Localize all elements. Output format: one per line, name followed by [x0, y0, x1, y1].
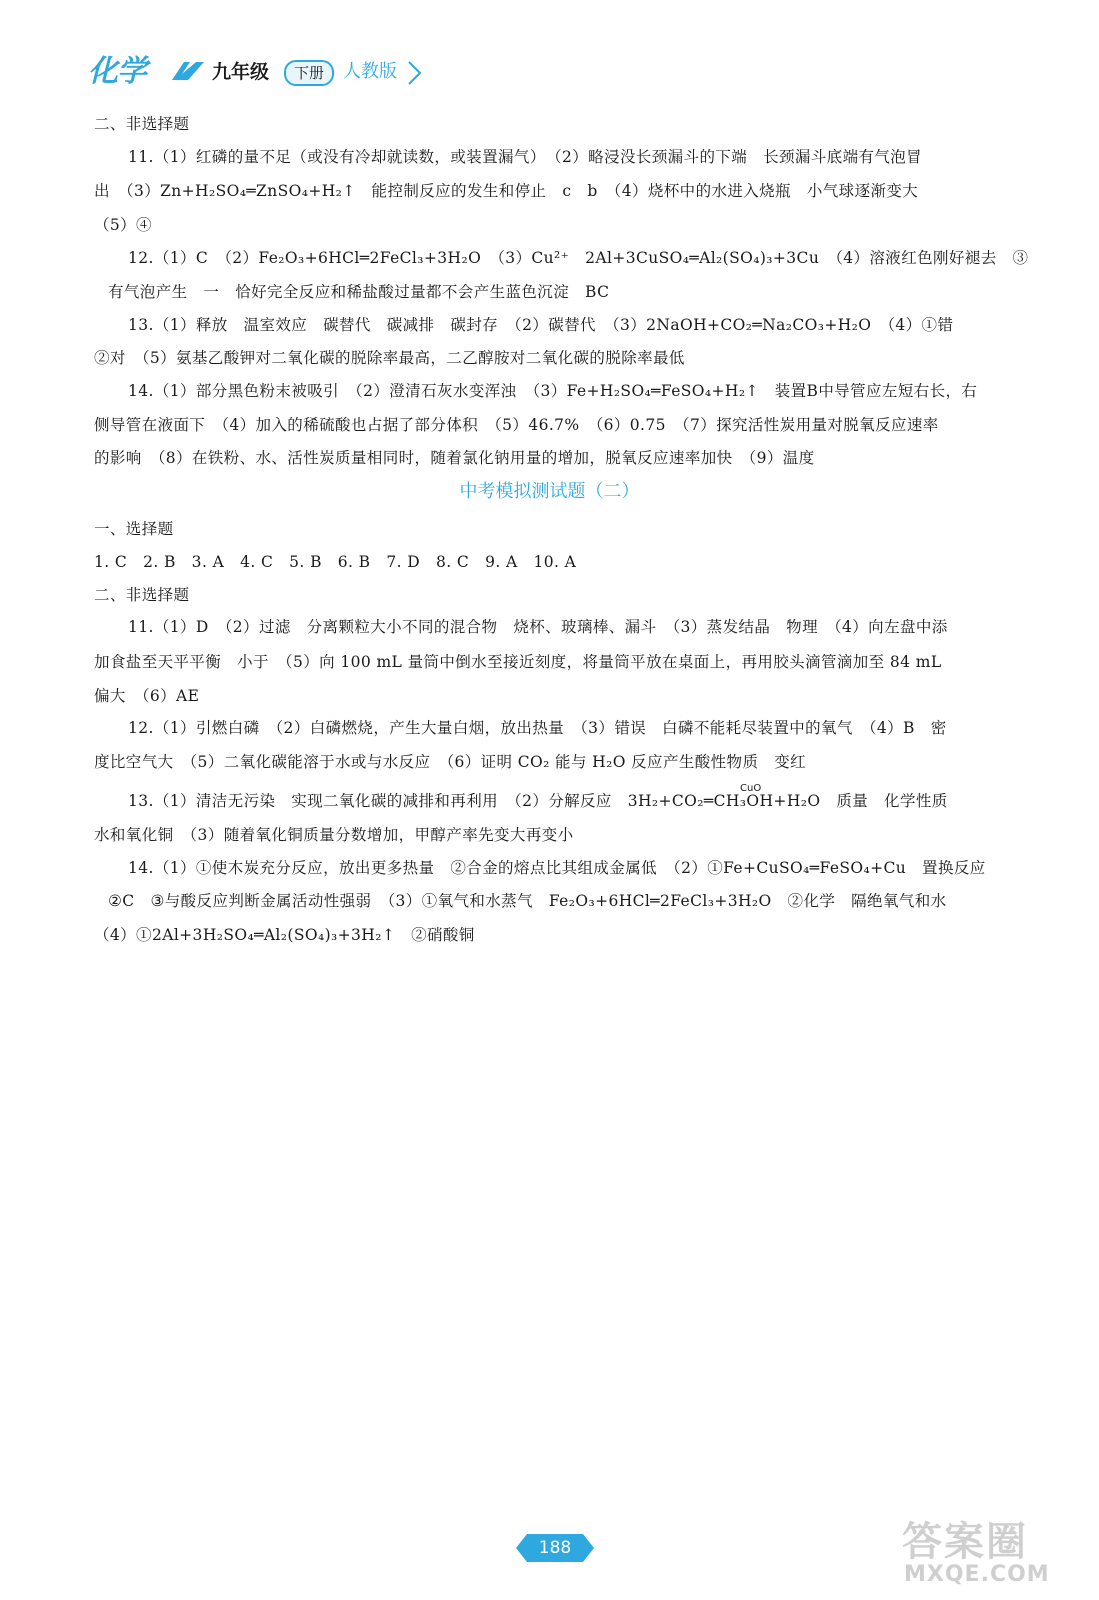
answer-line: 度比空气大 （5）二氧化碳能溶于水或与水反应 （6）证明 CO₂ 能与 H₂O 反应产生酸性物质 变红 [94, 753, 807, 771]
heading-choice: 一、选择题 [94, 520, 174, 538]
answer-line: ②C ③与酸反应判断金属活动性强弱 （3）①氧气和水蒸气 Fe₂O₃+6HCl═2FeCl₃+3H₂O ②化学 隔绝氧气和水 [108, 892, 947, 910]
answer-line: 有气泡产生 一 恰好完全反应和稀盐酸过量都不会产生蓝色沉淀 BC [108, 283, 610, 301]
watermark-title: 答案圈 [902, 1519, 1028, 1565]
choice-answers: 1. C 2. B 3. A 4. C 5. B 6. B 7. D 8. C 9. A 10. A [94, 553, 577, 571]
answer-line: 出 （3）Zn+H₂SO₄═ZnSO₄+H₂↑ 能控制反应的发生和停止 c b （4）烧杯中的水进入烧瓶 小气球逐渐变大 [94, 182, 919, 200]
watermark-domain: MXQE.COM [904, 1562, 1050, 1587]
answer-line: 侧导管在液面下 （4）加入的稀硫酸也占据了部分体积 （5）46.7% （6）0.75 （7）探究活性炭用量对脱氧反应速率 [94, 416, 939, 434]
page-number: 188 [538, 1538, 572, 1558]
chevron-right-icon [406, 60, 424, 86]
heading-nonchoice-2: 二、非选择题 [94, 586, 190, 604]
answer-line: 11.（1）红磷的量不足（或没有冷却就读数，或装置漏气） （2）略浸没长颈漏斗的下端 长颈漏斗底端有气泡冒 [128, 148, 923, 166]
answer-line: （4）①2Al+3H₂SO₄═Al₂(SO₄)₃+3H₂↑ ②硝酸铜 [94, 926, 475, 944]
grade-label: 九年级 [212, 61, 270, 83]
edition-label: 人教版 [343, 61, 397, 82]
pen-logo-icon [170, 58, 208, 84]
site-watermark [892, 1510, 1082, 1590]
book-header [88, 52, 428, 92]
answer-line: 14.（1）部分黑色粉末被吸引 （2）澄清石灰水变浑浊 （3）Fe+H₂SO₄═FeSO₄+H₂↑ 装置B中导管应左短右长，右 [128, 382, 978, 400]
heading-nonchoice-1: 二、非选择题 [94, 115, 190, 133]
page-number-badge [515, 1533, 595, 1563]
section-title: 中考模拟测试题（二） [459, 481, 640, 502]
answer-line: 加食盐至天平平衡 小于 （5）向 100 mL 量筒中倒水至接近刻度，将量筒平放在桌面上，再用胶头滴管滴加至 84 mL [94, 653, 942, 671]
catalyst-label: CuO [740, 783, 762, 794]
volume-badge: 下册 [284, 60, 334, 86]
answer-line: 的影响 （8）在铁粉、水、活性炭质量相同时，随着氯化钠用量的增加，脱氧反应速率加快 （9）温度 [94, 449, 815, 467]
answer-line: 13.（1）释放 温室效应 碳替代 碳减排 碳封存 （2）碳替代 （3）2NaOH+CO₂═Na₂CO₃+H₂O （4）①错 [128, 316, 954, 334]
answer-line: ②对 （5）氨基乙酸钾对二氧化碳的脱除率最高，二乙醇胺对二氧化碳的脱除率最低 [94, 349, 685, 367]
answer-line: 偏大 （6）AE [94, 687, 200, 705]
answer-line: 14.（1）①使木炭充分反应，放出更多热量 ②合金的熔点比其组成金属低 （2）①Fe+CuSO₄═FeSO₄+Cu 置换反应 [128, 859, 986, 877]
answer-line: 水和氧化铜 （3）随着氧化铜质量分数增加，甲醇产率先变大再变小 [94, 826, 574, 844]
answer-line: 12.（1）C （2）Fe₂O₃+6HCl═2FeCl₃+3H₂O （3）Cu²⁺ 2Al+3CuSO₄═Al₂(SO₄)₃+3Cu （4）溶液红色刚好褪去 ③ [128, 249, 1029, 267]
subject-logo: 化学 [88, 54, 146, 89]
answer-line: 12.（1）引燃白磷 （2）白磷燃烧，产生大量白烟，放出热量 （3）错误 白磷不能耗尽装置中的氧气 （4）B 密 [128, 719, 947, 737]
answer-line: （5）④ [94, 216, 152, 234]
answer-line: 11.（1）D （2）过滤 分离颗粒大小不同的混合物 烧杯、玻璃棒、漏斗 （3）蒸发结晶 物理 （4）向左盘中添 [128, 618, 948, 636]
answer-line: 13.（1）清洁无污染 实现二氧化碳的减排和再利用 （2）分解反应 3H₂+CO₂═CH₃OH+H₂O 质量 化学性质 [128, 792, 948, 810]
